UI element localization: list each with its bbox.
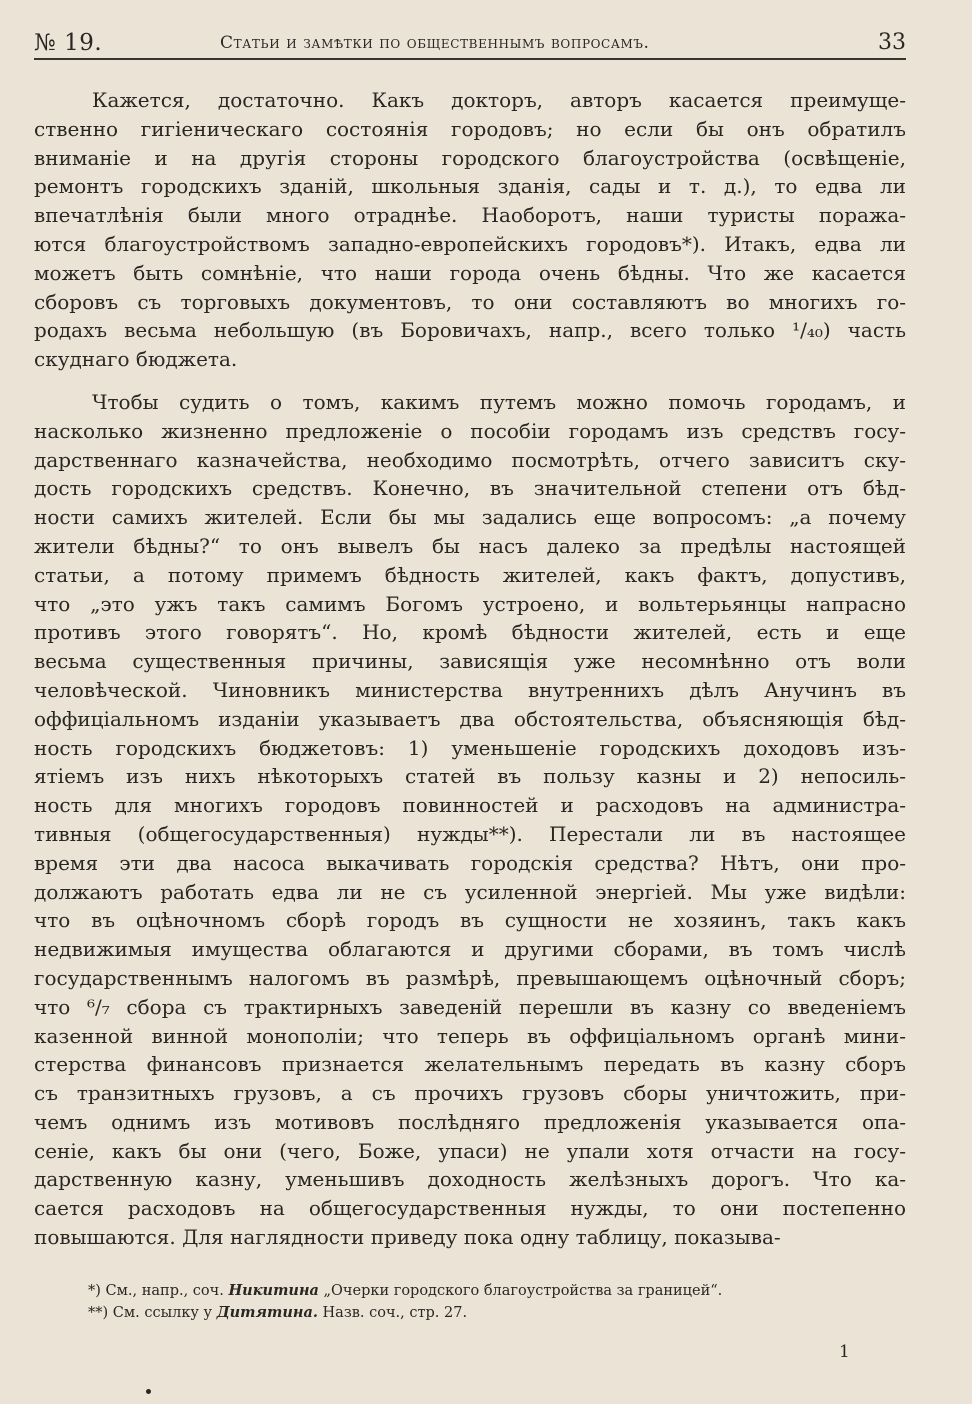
running-header (34, 28, 906, 58)
text-line: впечатлѣнія были много отраднѣе. Наоборотъ, наши туристы поража- (34, 203, 906, 228)
text-line: человѣческой. Чиновникъ министерства внутреннихъ дѣлъ Анучинъ въ (34, 677, 906, 702)
text-line: ственно гигіеническаго состоянія городовъ; но если бы онъ обратилъ (34, 116, 906, 141)
footnote-2 (88, 1302, 908, 1324)
text-line: тивныя (общегосударственныя) нужды**). Перестали ли въ настоящее (34, 821, 906, 846)
footnote-2-prefix: **) См. ссылку у (88, 1305, 217, 1321)
text-line: стерства финансовъ признается желательнымъ передать въ казну сборъ (34, 1052, 906, 1077)
footnotes (88, 1280, 908, 1324)
print-speck (146, 1389, 151, 1394)
text-line: жители бѣдны?“ то онъ вывелъ бы насъ далеко за предѣлы настоящей (34, 533, 906, 558)
text-line: чемъ однимъ изъ мотивовъ послѣдняго предложенія указывается опа- (34, 1109, 906, 1134)
text-line: ремонтъ городскихъ зданій, школьныя зданія, сады и т. д.), то едва ли (34, 174, 906, 199)
text-line: весьма существенныя причины, зависящія уже несомнѣнно отъ воли (34, 649, 906, 674)
text-line: противъ этого говорятъ“. Но, кромѣ бѣдности жителей, есть и еще (34, 620, 906, 645)
text-line: оффиціальномъ изданіи указываетъ два обстоятельства, объясняющія бѣд- (34, 706, 906, 731)
text-line: государственнымъ налогомъ въ размѣрѣ, превышающемъ оцѣночный сборъ; (34, 965, 906, 990)
text-line: Кажется, достаточно. Какъ докторъ, авторъ касается преимуще- (92, 88, 906, 112)
text-line: сборовъ съ торговыхъ документовъ, то они составляютъ во многихъ го- (34, 289, 906, 314)
text-line: повышаются. Для наглядности приведу пока одну таблицу, показыва- (34, 1225, 781, 1250)
text-line: сается расходовъ на общегосударственныя нужды, то они постепенно (34, 1196, 906, 1221)
text-line: ятіемъ изъ нихъ нѣкоторыхъ статей въ пользу казны и 2) непосиль- (34, 764, 906, 789)
text-line: что въ оцѣночномъ сборѣ городъ въ сущности не хозяинъ, такъ какъ (34, 908, 906, 933)
footnote-1-prefix: *) См., напр., соч. (88, 1283, 229, 1299)
text-line: должаютъ работать едва ли не съ усиленной энергіей. Мы уже видѣли: (34, 879, 906, 904)
text-line: Чтобы судить о томъ, какимъ путемъ можно помочь городамъ, и (92, 389, 906, 414)
text-line: статьи, а потому примемъ бѣдность жителей, какъ фактъ, допустивъ, (34, 562, 906, 587)
paragraph-2 (34, 388, 906, 1252)
body-text (34, 86, 906, 1252)
text-line: съ транзитныхъ грузовъ, а съ прочихъ грузовъ сборы уничтожить, при- (34, 1081, 906, 1106)
signature-folio: 1 (839, 1342, 850, 1362)
text-line: ность городскихъ бюджетовъ: 1) уменьшеніе городскихъ доходовъ изъ- (34, 735, 906, 760)
page-number: 33 (878, 30, 906, 55)
text-line: дость городскихъ средствъ. Конечно, въ значительной степени отъ бѣд- (34, 476, 906, 501)
footnote-1-suffix: „Очерки городского благоустройства за границей“. (318, 1283, 723, 1299)
text-line: дарственнаго казначейства, необходимо посмотрѣть, отчего зависитъ ску- (34, 447, 906, 472)
text-line: что ⁶/₇ сбора съ трактирныхъ заведеній перешли въ казну со введеніемъ (34, 994, 906, 1019)
paragraph-gap (34, 374, 906, 388)
footnote-1-author: Никитина (228, 1282, 319, 1299)
text-line: дарственную казну, уменьшивъ доходность желѣзныхъ дорогъ. Что ка- (34, 1167, 906, 1192)
text-line: скуднаго бюджета. (34, 347, 238, 372)
paragraph-1 (34, 86, 906, 374)
text-line: недвижимыя имущества облагаются и другими сборами, въ томъ числѣ (34, 937, 906, 962)
text-line: что „это ужъ такъ самимъ Богомъ устроено, и вольтерьянцы напрасно (34, 591, 906, 616)
footnote-1 (88, 1280, 908, 1302)
text-line: сеніе, какъ бы они (чего, Боже, упаси) не упали хотя отчасти на госу- (34, 1138, 906, 1163)
footnote-2-author: Дитятина. (216, 1304, 318, 1321)
text-line: ются благоустройствомъ западно-европейскихъ городовъ*). Итакъ, едва ли (34, 231, 906, 256)
text-line: ность для многихъ городовъ повинностей и расходовъ на администра- (34, 793, 906, 818)
issue-number: № 19. (34, 30, 103, 56)
text-line: родахъ весьма небольшую (въ Боровичахъ, напр., всего только ¹/₄₀) часть (34, 318, 906, 343)
footnote-2-suffix: Назв. соч., стр. 27. (317, 1305, 468, 1321)
section-title: Статьи и замѣтки по общественнымъ вопросамъ. (220, 33, 650, 53)
text-line: казенной винной монополіи; что теперь въ оффиціальномъ органѣ мини- (34, 1023, 906, 1048)
text-line: насколько жизненно предложеніе о пособіи городамъ изъ средствъ госу- (34, 418, 906, 443)
text-line: вниманіе и на другія стороны городского благоустройства (освѣщеніе, (34, 145, 906, 170)
header-rule (34, 58, 906, 60)
text-line: время эти два насоса выкачивать городскія средства? Нѣтъ, они про- (34, 850, 906, 875)
text-line: ности самихъ жителей. Если бы мы задались еще вопросомъ: „а почему (34, 505, 906, 530)
text-line: можетъ быть сомнѣніе, что наши города очень бѣдны. Что же касается (34, 260, 906, 285)
